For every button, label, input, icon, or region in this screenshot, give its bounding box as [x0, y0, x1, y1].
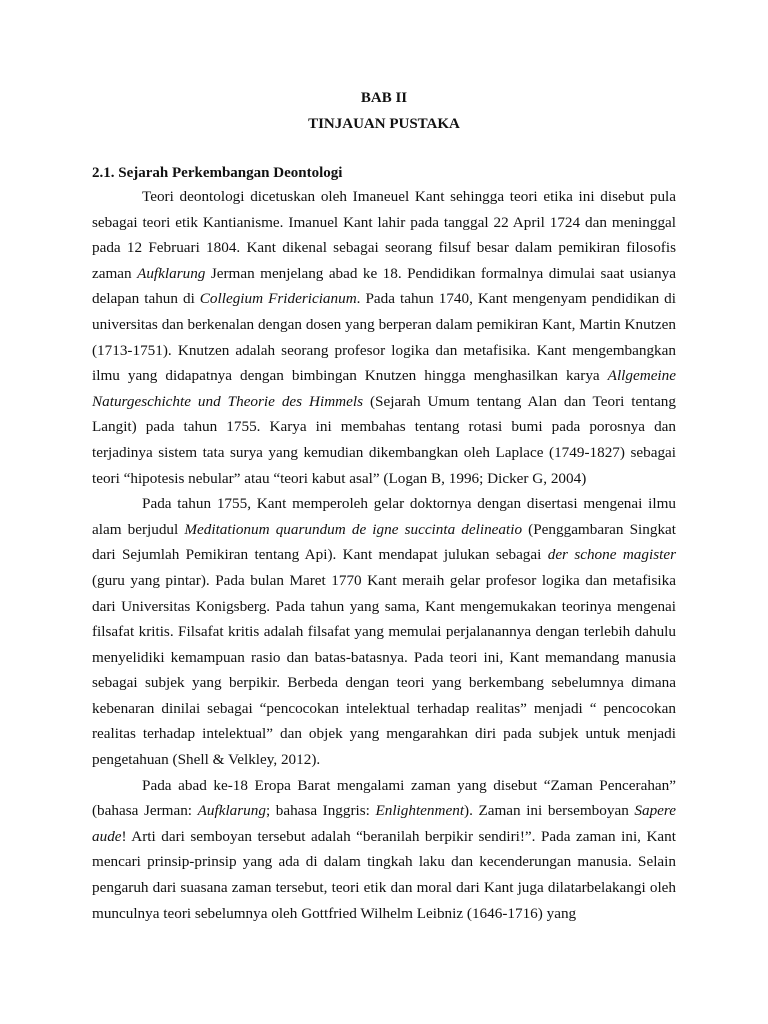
text-run: (Penggambaran Singkat dari Sejumlah Pemikiran tentang Api). Kant mendapat julukan sebagai	[92, 520, 676, 564]
italic-term: Allgemeine Naturgeschichte und Theorie des Himmels	[92, 367, 676, 410]
italic-term: Aufklarung	[137, 264, 206, 282]
text-run: (guru yang pintar). Pada bulan Maret 1770 Kant meraih gelar profesor logika dan metafisika dari Universitas Konigsberg. Pada tahun yang sama, Kant mengemukakan teorinya mengenai filsafat kritis. Filsafat kritis adalah filsafat yang memulai perjalanannya dengan terlebih dahulu menyelidiki kemampuan rasio dan batas-batasnya. Pada teori ini, Kant memandang manusia sebagai subjek yang berpikir. Berbeda dengan teori yang berkembang sebelumnya dimana kebenaran dinilai sebagai “pencocokan intelektual terhadap realitas” menjadi “ pencocokan realitas terhadap intelektual” dan objek yang mengarahkan diri pada subjek untuk menjadi pengetahuan (Shell & Velkley, 2012).	[92, 571, 676, 769]
body-text	[92, 184, 676, 926]
text-run: Pada abad ke-18 Eropa Barat mengalami zaman yang disebut “Zaman Pencerahan” (bahasa Jerman:	[92, 776, 676, 820]
chapter-number: BAB II	[360, 90, 408, 106]
italic-term: Aufklarung	[197, 802, 266, 820]
document-page	[92, 82, 676, 926]
paragraph	[92, 184, 676, 491]
paragraph	[92, 491, 676, 773]
text-run: Pada tahun 1755, Kant memperoleh gelar doktornya dengan disertasi mengenai ilmu alam berjudul	[92, 495, 676, 538]
paragraph	[92, 773, 676, 927]
italic-term: Meditationum quarundum de igne succinta delineatio	[184, 520, 523, 538]
text-run: ! Arti dari semboyan tersebut adalah “beranilah berpikir sendiri!”. Pada zaman ini, Kant mencari prinsip-prinsip yang ada di dalam tingkah laku dan kecenderungan manusia. Selain pengaruh dari suasana zaman tersebut, teori etik dan moral dari Kant juga dilatarbelakangi oleh munculnya teori sebelumnya oleh Gottfried Wilhelm Leibniz (1646-1716) yang	[92, 827, 676, 922]
text-run: Teori deontologi dicetuskan oleh Imaneuel Kant sehingga teori etika ini disebut pula sebagai teori etik Kantianisme. Imanuel Kant lahir pada tanggal 22 April 1724 dan meninggal pada 12 Februari 1804. Kant dikenal sebagai seorang filsuf besar dalam pemikiran filosofis zaman	[92, 188, 676, 282]
text-run: Jerman menjelang abad ke 18. Pendidikan formalnya dimulai saat usianya delapan tahun di	[92, 264, 676, 308]
italic-term: Enlightenment	[375, 802, 465, 820]
italic-term: Collegium Fridericianum	[199, 290, 357, 308]
text-run: ; bahasa Inggris:	[265, 802, 376, 820]
text-run: ). Zaman ini bersemboyan	[464, 802, 635, 820]
italic-term: der schone magister	[547, 546, 676, 564]
chapter-title: TINJAUAN PUSTAKA	[308, 116, 460, 132]
section-heading: 2.1. Sejarah Perkembangan Deontologi	[92, 165, 343, 181]
text-run: (Sejarah Umum tentang Alan dan Teori tentang Langit) pada tahun 1755. Karya ini membahas tentang rotasi bumi pada porosnya dan terjadinya sistem tata surya yang kemudian dikembangkan oleh Laplace (1749-1827) sebagai teori “hipotesis nebular” atau “teori kabut asal” (Logan B, 1996; Dicker G, 2004)	[92, 392, 676, 487]
text-run: . Pada tahun 1740, Kant mengenyam pendidikan di universitas dan berkenalan dengan dosen yang berperan dalam pemikiran Kant, Martin Knutzen (1713-1751). Knutzen adalah seorang profesor logika dan metafisika. Kant mengembangkan ilmu yang didapatnya dengan bimbingan Knutzen hingga menghasilkan karya	[92, 290, 676, 385]
italic-term: Sapere aude	[92, 802, 676, 845]
